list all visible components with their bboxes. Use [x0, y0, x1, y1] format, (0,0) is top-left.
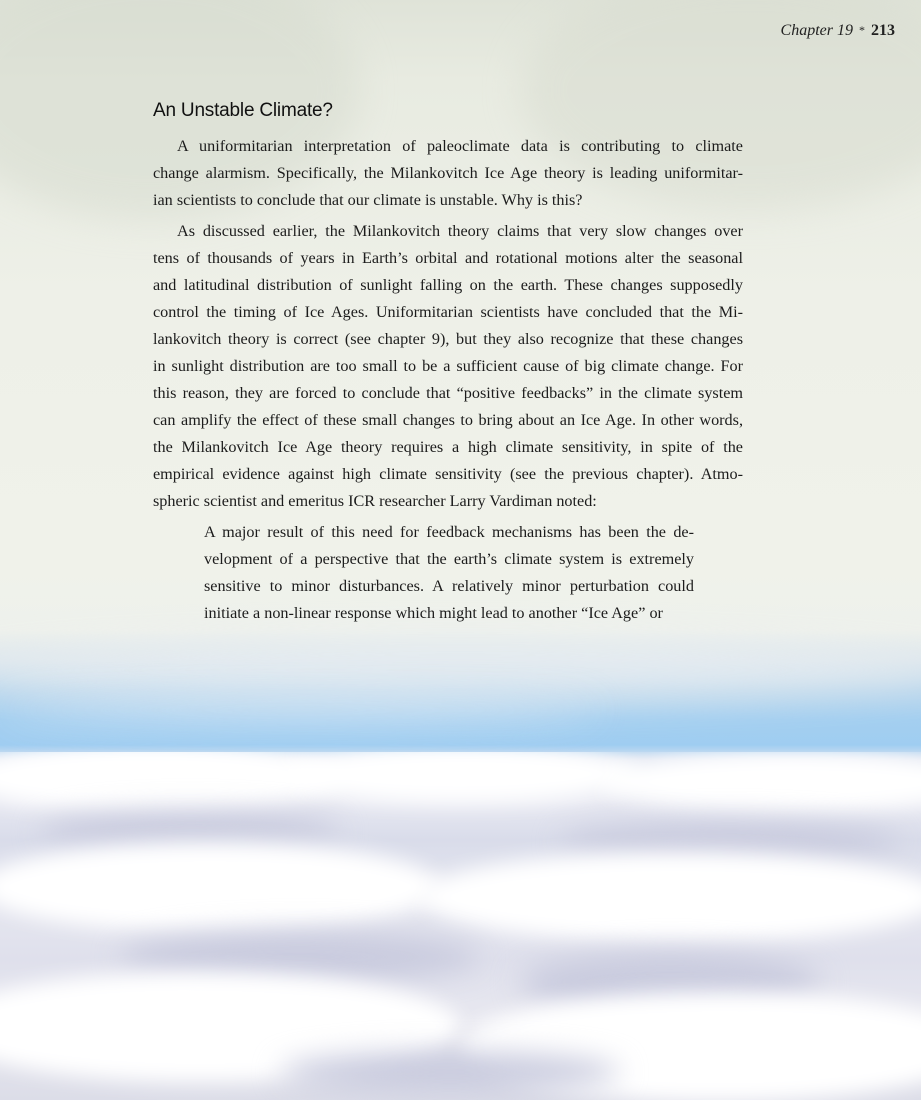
text-line: empirical evidence against high climate sensitivity (see the previous chapter). Atmo-: [153, 465, 743, 483]
text-line: and latitudinal distribution of sunlight falling on the earth. These changes supposedly: [153, 276, 743, 294]
cloud: [280, 752, 640, 804]
text-line: tens of thousands of years in Earth’s orbital and rotational motions alter the seasonal: [153, 249, 743, 267]
text-line: can amplify the effect of these small changes to bring about an Ice Age. In other words,: [153, 411, 743, 429]
cloud: [0, 842, 440, 932]
header-separator: *: [859, 23, 865, 37]
main-text: [153, 100, 743, 627]
cloud: [600, 752, 921, 812]
text-line: in sunlight distribution are too small to be a sufficient cause of big climate change. For: [153, 357, 743, 375]
text-line: control the timing of Ice Ages. Uniformitarian scientists have concluded that the Mi-: [153, 303, 743, 321]
quote-line: sensitive to minor disturbances. A relatively minor perturbation could: [204, 577, 694, 595]
cloud-layer: [0, 752, 921, 1100]
text-line: the Milankovitch Ice Age theory requires a high climate sensitivity, in spite of the: [153, 438, 743, 456]
text-line: As discussed earlier, the Milankovitch theory claims that very slow changes over: [177, 222, 743, 240]
quote-line: A major result of this need for feedback mechanisms has been the de-: [204, 523, 694, 541]
running-header: [781, 22, 895, 40]
sky-haze: [0, 640, 921, 700]
block-quote: [204, 519, 694, 627]
cloud-shadow: [280, 1052, 620, 1092]
text-line: this reason, they are forced to conclude that “positive feedbacks” in the climate system: [153, 384, 743, 402]
paragraph-1: [153, 133, 743, 214]
text-line: change alarmism. Specifically, the Milankovitch Ice Age theory is leading uniformitar-: [153, 164, 743, 182]
quote-line: initiate a non-linear response which might lead to another “Ice Age” or: [204, 604, 663, 622]
text-line: A uniformitarian interpretation of paleoclimate data is contributing to climate: [177, 137, 743, 155]
section-heading: An Unstable Climate?: [153, 100, 333, 121]
page-number: 213: [871, 22, 895, 39]
quote-line: velopment of a perspective that the earth’s climate system is extremely: [204, 550, 694, 568]
text-line: lankovitch theory is correct (see chapter 9), but they also recognize that these changes: [153, 330, 743, 348]
sky-haze: [0, 700, 600, 720]
text-line: spheric scientist and emeritus ICR researcher Larry Vardiman noted:: [153, 492, 597, 510]
text-line: ian scientists to conclude that our climate is unstable. Why is this?: [153, 191, 583, 209]
cloud: [420, 852, 921, 942]
chapter-label: Chapter 19: [780, 22, 853, 39]
paragraph-2: [153, 218, 743, 515]
